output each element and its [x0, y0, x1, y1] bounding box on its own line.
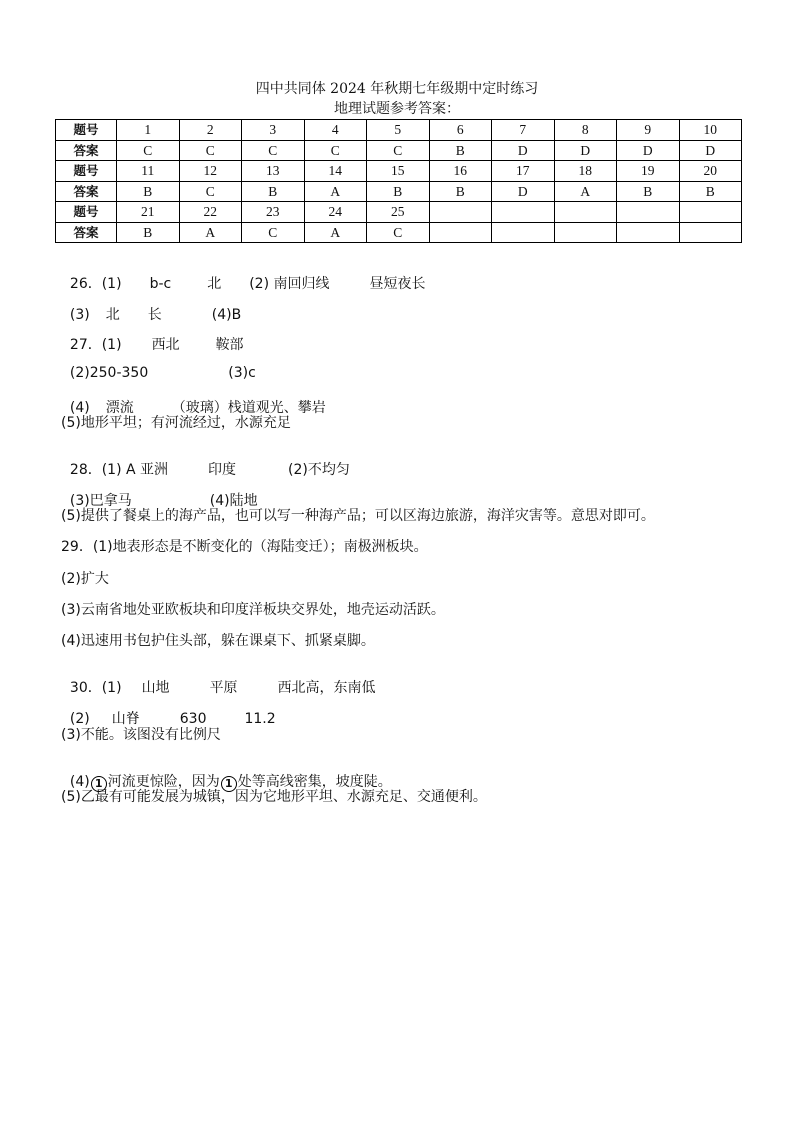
answer-text: b-c [149, 276, 172, 292]
question-number-cell: 25 [367, 202, 430, 223]
q27-line4: (5)地形平坦；有河流经过，水源充足 [61, 415, 291, 431]
question-number-cell: 8 [554, 120, 617, 141]
answer-text: 北 [105, 307, 120, 323]
answer-text: (2) [69, 711, 90, 727]
answer-cell: C [242, 222, 305, 243]
answer-cell: C [367, 222, 430, 243]
answer-cell: D [492, 140, 555, 161]
q30-line5: (5)乙最有可能发展为城镇，因为它地形平坦、水源充足、交通便利。 [61, 789, 487, 805]
answer-text: 平原 [209, 680, 238, 696]
answer-cell: C [117, 140, 180, 161]
answer-cell: B [117, 181, 180, 202]
answer-text: 26．(1) [69, 276, 122, 292]
answer-cell: B [117, 222, 180, 243]
circled-number-icon: 1 [221, 776, 237, 792]
answer-cell: A [304, 181, 367, 202]
answer-cell: B [429, 140, 492, 161]
question-number-cell: 11 [117, 161, 180, 182]
answer-text: 西北 [151, 337, 180, 353]
q29-line2: (2)扩大 [61, 571, 109, 587]
question-number-cell [492, 202, 555, 223]
answer-cell: D [554, 140, 617, 161]
answer-row [56, 222, 742, 243]
answer-cell: B [367, 181, 430, 202]
question-number-cell: 12 [179, 161, 242, 182]
q29-line4: (4)迅速用书包护住头部，躲在课桌下、抓紧桌脚。 [61, 633, 375, 649]
question-number-cell: 15 [367, 161, 430, 182]
row-label-answer: 答案 [56, 181, 117, 202]
answer-cell [617, 222, 680, 243]
question-number-cell: 19 [617, 161, 680, 182]
question-number-cell: 2 [179, 120, 242, 141]
answer-text: (4)陆地 [209, 493, 258, 509]
answer-text: (4) [69, 774, 90, 790]
question-number-cell: 23 [242, 202, 305, 223]
answer-cell: C [367, 140, 430, 161]
answer-text: 630 [179, 711, 207, 727]
answer-cell [554, 222, 617, 243]
question-number-cell: 14 [304, 161, 367, 182]
answer-row [56, 181, 742, 202]
answer-text: (3)巴拿马 [69, 493, 132, 509]
question-number-cell: 13 [242, 161, 305, 182]
answer-text: 鞍部 [215, 337, 244, 353]
page-title: 四中共同体 2024 年秋期七年级期中定时练习 [255, 81, 539, 97]
answer-text: (2)不均匀 [288, 462, 350, 478]
answer-table [55, 119, 742, 243]
answer-cell: D [617, 140, 680, 161]
question-number-cell: 16 [429, 161, 492, 182]
answer-cell: B [242, 181, 305, 202]
answer-cell: A [179, 222, 242, 243]
question-number-cell: 9 [617, 120, 680, 141]
answer-cell: A [554, 181, 617, 202]
question-number-cell: 24 [304, 202, 367, 223]
answer-cell: B [679, 181, 742, 202]
answer-text: (3)c [228, 365, 256, 381]
question-number-cell [679, 202, 742, 223]
q27-line2 [61, 349, 256, 381]
answer-text: （玻璃）栈道观光、攀岩 [171, 400, 326, 416]
question-number-cell: 21 [117, 202, 180, 223]
answer-text: 30．(1) [69, 680, 122, 696]
answer-cell: D [492, 181, 555, 202]
answer-cell [429, 222, 492, 243]
question-number-cell: 3 [242, 120, 305, 141]
question-number-cell: 5 [367, 120, 430, 141]
answer-cell: C [179, 181, 242, 202]
answer-text: 11.2 [244, 711, 276, 727]
question-number-cell: 4 [304, 120, 367, 141]
question-number-cell: 1 [117, 120, 180, 141]
q30-line2 [61, 692, 276, 728]
question-number-cell: 20 [679, 161, 742, 182]
q28-line3: (5)提供了餐桌上的海产品，也可以写一种海产品；可以区海边旅游，海洋灾害等。意思对即可。 [61, 508, 655, 524]
question-number-cell: 17 [492, 161, 555, 182]
answer-text: 北 [207, 276, 222, 292]
answer-row [56, 140, 742, 161]
answer-cell: C [179, 140, 242, 161]
answer-cell [679, 222, 742, 243]
row-label-question-number: 题号 [56, 202, 117, 223]
question-number-row [56, 120, 742, 141]
answer-text: 处等高线密集，坡度陡。 [237, 774, 392, 790]
question-number-cell: 18 [554, 161, 617, 182]
answer-cell: C [304, 140, 367, 161]
question-number-row [56, 161, 742, 182]
answer-text: 27．(1) [69, 337, 122, 353]
answer-text: (4)B [211, 307, 242, 323]
answer-text: (2)250-350 [69, 365, 149, 381]
answer-text: 山脊 [111, 711, 140, 727]
question-number-cell: 6 [429, 120, 492, 141]
question-number-row [56, 202, 742, 223]
answer-text: 西北高，东南低 [277, 680, 376, 696]
answer-cell: C [242, 140, 305, 161]
answer-cell: B [617, 181, 680, 202]
q29-line1: 29．(1)地表形态是不断变化的（海陆变迁）；南极洲板块。 [61, 539, 428, 555]
row-label-answer: 答案 [56, 140, 117, 161]
question-number-cell: 7 [492, 120, 555, 141]
page-subtitle: 地理试题参考答案： [334, 101, 460, 117]
row-label-question-number: 题号 [56, 120, 117, 141]
answer-text: 印度 [208, 462, 237, 478]
q30-line3: (3)不能。该图没有比例尺 [61, 727, 221, 743]
question-number-cell [554, 202, 617, 223]
answer-text: (2) 南回归线 [249, 276, 330, 292]
answer-text: 长 [147, 307, 162, 323]
question-number-cell: 10 [679, 120, 742, 141]
question-number-cell: 22 [179, 202, 242, 223]
question-number-cell [429, 202, 492, 223]
circled-number-icon: 1 [91, 776, 107, 792]
answer-text: 昼短夜长 [369, 276, 426, 292]
answer-cell: D [679, 140, 742, 161]
answer-text: 漂流 [105, 400, 134, 416]
answer-cell [492, 222, 555, 243]
answer-text: 28．(1) A 亚洲 [69, 462, 169, 478]
answer-text: (4) [69, 400, 90, 416]
answer-cell: A [304, 222, 367, 243]
answer-text: 山地 [141, 680, 170, 696]
answer-text: (3) [69, 307, 90, 323]
question-number-cell [617, 202, 680, 223]
answer-text: 河流更惊险，因为 [107, 774, 220, 790]
answer-cell: B [429, 181, 492, 202]
q29-line3: (3)云南省地处亚欧板块和印度洋板块交界处，地壳运动活跃。 [61, 602, 445, 618]
row-label-answer: 答案 [56, 222, 117, 243]
row-label-question-number: 题号 [56, 161, 117, 182]
